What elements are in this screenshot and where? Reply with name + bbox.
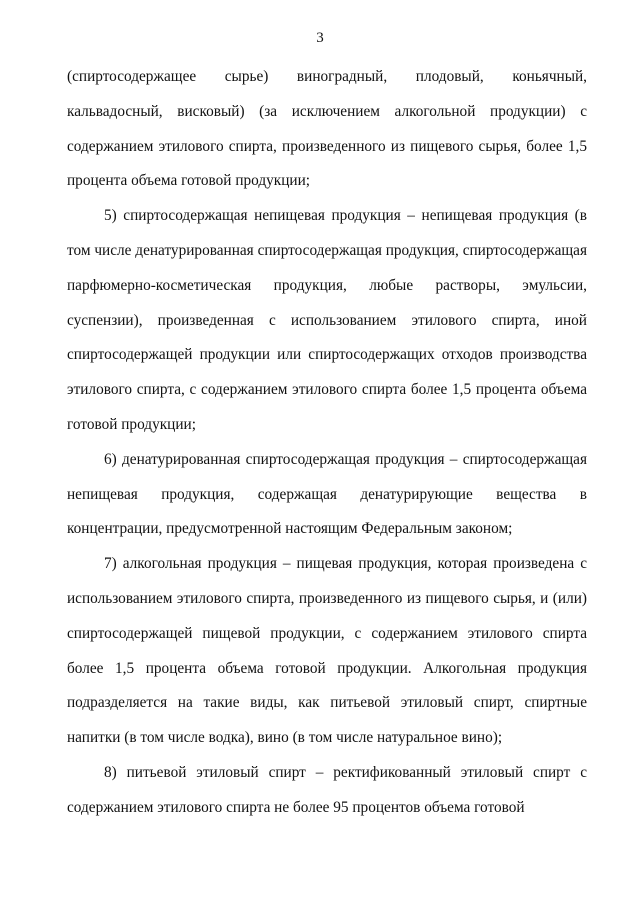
paragraph-item-6: 6) денатурированная спиртосодержащая продукция – спиртосодержащая непищевая продукция, содержащая денатурирующие вещества в концентрации, предусмотренной настоящим Федеральным законом; [67,450,587,538]
paragraph-continuation: (спиртосодержащее сырье) виноградный, плодовый, коньячный, кальвадосный, висковый) (за исключением алкогольной продукции) с содержанием этилового спирта, произведенного из пищевого сырья, более 1,5 процента объема готовой продукции; [67,68,587,190]
paragraph-item-5: 5) спиртосодержащая непищевая продукция – непищевая продукция (в том числе денатурированная спиртосодержащая продукция, спиртосодержащая парфюмерно-косметическая продукция, любые растворы, эмульсии, суспензии), произведенная с использованием этилового спирта, иной спиртосодержащей продукции или спиртосодержащих отходов производства этилового спирта, с содержанием этилового спирта более 1,5 процента объема готовой продукции; [67,207,587,433]
paragraph-item-8: 8) питьевой этиловый спирт – ректификованный этиловый спирт с содержанием этилового спирта не более 95 процентов объема готовой [67,763,587,816]
document-body [67,60,587,826]
page-number: 3 [316,30,324,46]
paragraph-item-7: 7) алкогольная продукция – пищевая продукция, которая произведена с использованием этилового спирта, произведенного из пищевого сырья, и (или) спиртосодержащей пищевой продукции, с содержанием этилового спирта более 1,5 процента объема готовой продукции. Алкогольная продукция подразделяется на такие виды, как питьевой этиловый спирт, спиртные напитки (в том числе водка), вино (в том числе натуральное вино); [67,555,587,747]
